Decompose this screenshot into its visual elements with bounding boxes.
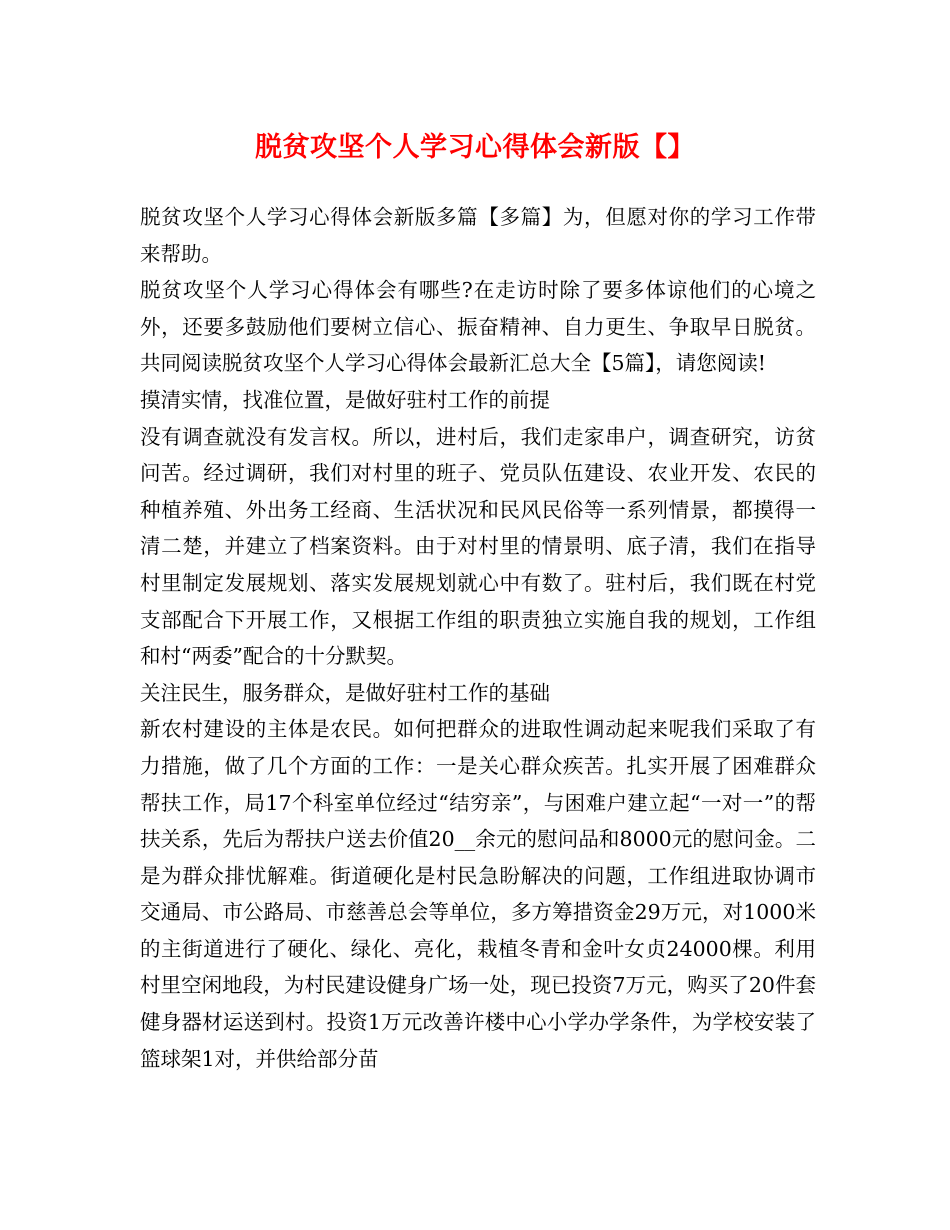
document-body bbox=[140, 199, 816, 1077]
livelihood-paragraph: 新农村建设的主体是农民。如何把群众的进取性调动起来呢我们采取了有力措施，做了几个方面的工作：一是关心群众疾苦。扎实开展了困难群众帮扶工作，局17个科室单位经过“结穷亲”，与困难户建立起“一对一”的帮扶关系，先后为帮扶户送去价值20__余元的慰问品和8000元的慰问金。二是为群众排忧解难。街道硬化是村民急盼解决的问题，工作组进取协调市交通局、市公路局、市慈善总会等单位，多方筹措资金29万元，对1000米的主街道进行了硬化、绿化、亮化，栽植冬青和金叶女贞24000棵。利用村里空闲地段，为村民建设健身广场一处，现已投资7万元，购买了20件套健身器材运送到村。投资1万元改善许楼中心小学办学条件，为学校安装了篮球架1对，并供给部分苗 bbox=[140, 717, 816, 1071]
overview-paragraph: 脱贫攻坚个人学习心得体会有哪些?在走访时除了要多体谅他们的心境之外，还要多鼓励他们要树立信心、振奋精神、自力更生、争取早日脱贫。共同阅读脱贫攻坚个人学习心得体会最新汇总大全【5篇】，请您阅读! bbox=[140, 278, 816, 376]
document-title: 脱贫攻坚个人学习心得体会新版【】 bbox=[255, 132, 695, 163]
section-heading-livelihood: 关注民生，服务群众，是做好驻村工作的基础 bbox=[140, 680, 550, 705]
intro-paragraph: 脱贫攻坚个人学习心得体会新版多篇【多篇】为，但愿对你的学习工作带来帮助。 bbox=[140, 205, 816, 266]
section-heading-investigation: 摸清实情，找准位置，是做好驻村工作的前提 bbox=[140, 387, 550, 412]
investigation-paragraph: 没有调查就没有发言权。所以，进村后，我们走家串户，调查研究，访贫问苦。经过调研，我们对村里的班子、党员队伍建设、农业开发、农民的种植养殖、外出务工经商、生活状况和民风民俗等一系列情景，都摸得一清二楚，并建立了档案资料。由于对村里的情景明、底子清，我们在指导村里制定发展规划、落实发展规划就心中有数了。驻村后，我们既在村党支部配合下开展工作，又根据工作组的职责独立实施自我的规划，工作组和村“两委”配合的十分默契。 bbox=[140, 424, 816, 669]
